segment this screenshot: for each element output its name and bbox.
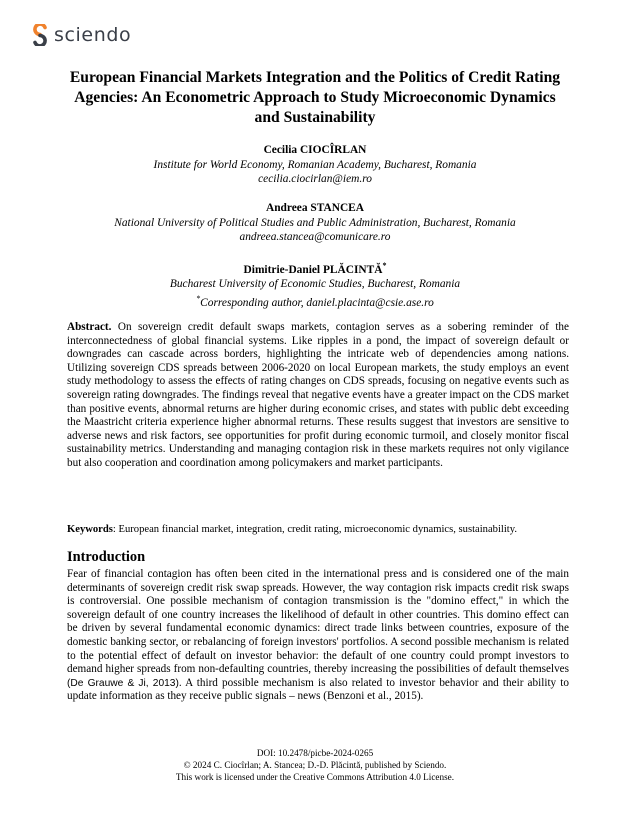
footer-doi[interactable]: DOI: 10.2478/picbe-2024-0265: [256, 748, 374, 758]
author-name: Andreea STANCEA: [266, 202, 364, 214]
paper-title: European Financial Markets Integration and the Politics of Credit Rating Agencies: An Econometric Approach to Study Microeconomic Dynamics and Sustainability: [69, 69, 561, 126]
author-email[interactable]: cecilia.ciocirlan@iem.ro: [258, 173, 372, 186]
corresponding-note-marker: *: [196, 293, 201, 303]
introduction-body: [67, 568, 569, 704]
author-name: Dimitrie-Daniel PLĂCINTĂ: [243, 263, 383, 276]
author-affiliation: National University of Political Studies and Public Administration, Bucharest, Romania: [114, 216, 516, 229]
author-3: [40, 259, 590, 310]
introduction-heading: Introduction: [67, 549, 146, 565]
brand-name: sciendo: [54, 24, 132, 46]
footer-copyright: © 2024 C. Ciocîrlan; A. Stancea; D.-D. Plăcintă, published by Sciendo.: [183, 759, 447, 770]
keywords-text: : European financial market, integration, credit rating, microeconomic dynamics, sustainability.: [112, 524, 518, 535]
abstract: [67, 321, 569, 471]
abstract-text: On sovereign credit default swaps markets, contagion serves as a sobering reminder of the interconnectedness of global financial systems. Like ripples in a pond, the impact of sovereign default or downgrades can cascade across borders, highlighting the intricate web of dependencies among nations. Utilizing sovereign CDS spreads between 2006-2020 on local European markets, the study employs an event study methodology to assess the effects of rating changes on CDS spreads, focusing on negative events such as sovereign rating downgrades. The findings reveal that negative events have a greater impact on the CDS market than positive events, abnormal returns are higher during economic crises, and states with public debt exceeding the Maastricht criteria experience higher abnormal returns. These results suggest that investors are sensitive to adverse news and risk factors, see opportunities for profit during economic turmoil, and closely monitor fiscal sustainability metrics. Understanding and managing contagion risk in these markets requires not only vigilance but also cooperation and coordination among policymakers and market participants.: [67, 321, 569, 469]
author-name-row: [40, 259, 590, 277]
publisher-logo[interactable]: [32, 24, 131, 46]
author-affiliation: Institute for World Economy, Romanian Academy, Bucharest, Romania: [153, 158, 477, 171]
author-email[interactable]: andreea.stancea@comunicare.ro: [239, 231, 391, 244]
sciendo-logo-icon: [32, 24, 48, 46]
author-affiliation: Bucharest University of Economic Studies, Bucharest, Romania: [169, 278, 461, 291]
corresponding-author-text[interactable]: Corresponding author, daniel.placinta@csie.ase.ro: [200, 296, 434, 309]
author-name: Cecilia CIOCÎRLAN: [263, 144, 367, 156]
page-footer: [40, 748, 590, 783]
intro-text-1: Fear of financial contagion has often been cited in the international press and is considered one of the main determinants of sovereign credit risk swap spreads. However, the way contagion risk impacts credit risk swaps is controversial. One possible mechanism of contagion transmission is the "domino effect," in which the sovereign default of one country increases the likelihood of default in other countries. This domino effect can be driven by several fundamental economic dynamics: direct trade links between countries, exposure of the domestic banking sector, or rebalancing of foreign investors' portfolios. A second possible mechanism is related to the potential effect of default on investor behavior: the default of one country could prompt investors to demand higher spreads from non-defaulting countries, thereby increasing the possibilities of default themselves: [67, 568, 569, 676]
corresponding-author-note: [40, 292, 590, 310]
intro-text-2: . A third possible mechanism is also related to investor behavior and their ability to update information as they receive public signals – news (Benzoni et al., 2015).: [67, 676, 569, 703]
keywords-label: Keywords: [67, 524, 113, 535]
author-1: [40, 143, 590, 187]
author-2: [40, 201, 590, 245]
footer-license[interactable]: This work is licensed under the Creative Commons Attribution 4.0 License.: [175, 771, 455, 782]
corresponding-marker: *: [382, 261, 387, 270]
keywords: [67, 523, 569, 536]
abstract-label: Abstract.: [67, 321, 112, 333]
intro-citation: (De Grauwe & Ji, 2013): [67, 677, 179, 689]
